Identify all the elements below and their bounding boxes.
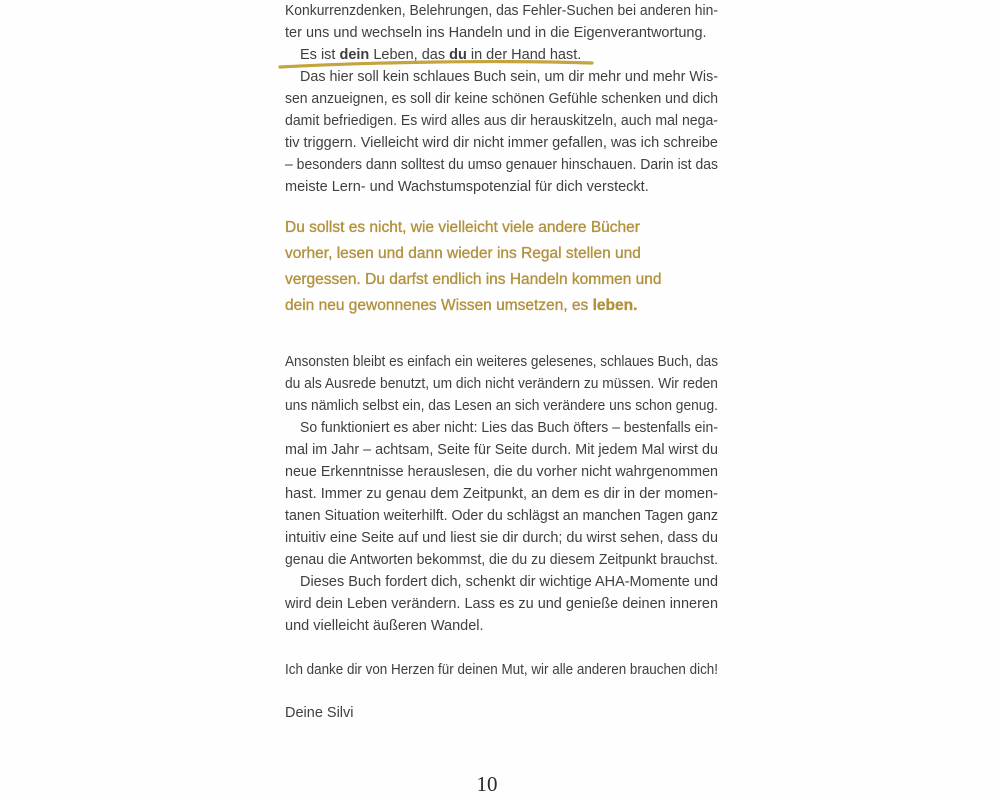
paragraph-intro — [285, 0, 718, 44]
text-line: hast. Immer zu genau dem Zeitpunkt, an dem es dir in der momen- — [285, 486, 718, 502]
thanks-text: Ich danke dir von Herzen für deinen Mut, wir alle anderen brauchen dich! — [285, 662, 718, 678]
key-sentence-part: Es ist — [300, 47, 340, 63]
text-line: genau die Antworten bekommst, die du zu diesem Zeitpunkt brauchst. — [285, 552, 718, 568]
text-line: wird dein Leben verändern. Lass es zu und genieße deinen inneren — [285, 596, 719, 612]
key-sentence-bold-dein: dein — [339, 47, 370, 63]
key-sentence-bold-du: du — [449, 47, 467, 63]
text-line: Konkurrenzdenken, Belehrungen, das Fehler-Suchen bei anderen hin- — [285, 3, 719, 19]
text-line: tanen Situation weiterhilft. Oder du schlägst an manchen Tagen ganz — [285, 508, 718, 524]
text-line: du als Ausrede benutzt, um dich nicht verändern zu müssen. Wir reden — [285, 376, 718, 392]
text-line: neue Erkenntnisse herauslesen, die du vorher nicht wahrgenommen — [285, 464, 719, 480]
text-line: Das hier soll kein schlaues Buch sein, um dir mehr und mehr Wis- — [300, 69, 719, 85]
text-line: So funktioniert es aber nicht: Lies das Buch öfters – bestenfalls ein- — [300, 420, 718, 436]
signature-text: Deine Silvi — [285, 705, 354, 721]
text-line: uns nämlich selbst ein, das Lesen an sich verändere uns schon genug. — [285, 398, 718, 414]
gold-last-line-text — [285, 293, 637, 319]
text-column — [285, 0, 718, 724]
text-line: – besonders dann solltest du umso genauer hinschauen. Darin ist das — [285, 157, 719, 173]
gold-last-line-prefix: dein neu gewonnenes Wissen umsetzen, es — [285, 297, 593, 314]
signature-line — [285, 702, 718, 724]
text-line: Du sollst es nicht, wie vielleicht viele andere Bücher — [285, 219, 640, 236]
text-line: vorher, lesen und dann wieder ins Regal stellen und — [285, 245, 641, 262]
text-line: tiv triggern. Vielleicht wird dir nicht immer gefallen, was ich schreibe — [285, 135, 718, 151]
paragraph-so-funktioniert — [285, 417, 718, 571]
gold-callout-last-line — [285, 293, 718, 319]
key-sentence-text — [300, 44, 581, 66]
paragraph-ansonsten — [285, 351, 718, 417]
key-sentence-part: Leben, das — [369, 47, 450, 63]
text-line: sen anzueignen, es soll dir keine schönen Gefühle schenken und dich — [285, 91, 719, 107]
text-line: ter uns und wechseln ins Handeln und in die Eigenverantwortung. — [285, 25, 707, 41]
key-sentence-part: in der Hand hast. — [466, 47, 582, 63]
text-line: mal im Jahr – achtsam, Seite für Seite durch. Mit jedem Mal wirst du — [285, 442, 718, 458]
page-number: 10 — [476, 772, 498, 796]
text-line: Dieses Buch fordert dich, schenkt dir wichtige AHA-Momente und — [300, 574, 719, 590]
paragraph-dieses-buch — [285, 571, 718, 637]
gold-last-line-bold-leben: leben. — [592, 297, 638, 314]
thanks-line — [285, 659, 718, 681]
text-line: vergessen. Du darfst endlich ins Handeln kommen und — [285, 271, 662, 288]
text-line: Ansonsten bleibt es einfach ein weiteres gelesenes, schlaues Buch, das — [285, 354, 718, 370]
text-line: intuitiv eine Seite auf und liest sie dir durch; du wirst sehen, dass du — [285, 530, 718, 546]
paragraph-book-purpose — [285, 66, 718, 198]
gold-callout-lines — [285, 215, 718, 293]
text-line: damit befriedigen. Es wird alles aus dir herauskitzeln, auch mal nega- — [285, 113, 719, 129]
text-line: meiste Lern- und Wachstumspotenzial für dich versteckt. — [285, 179, 649, 195]
text-line: und vielleicht äußeren Wandel. — [285, 618, 484, 634]
key-sentence — [285, 44, 718, 66]
gold-callout — [285, 215, 718, 319]
